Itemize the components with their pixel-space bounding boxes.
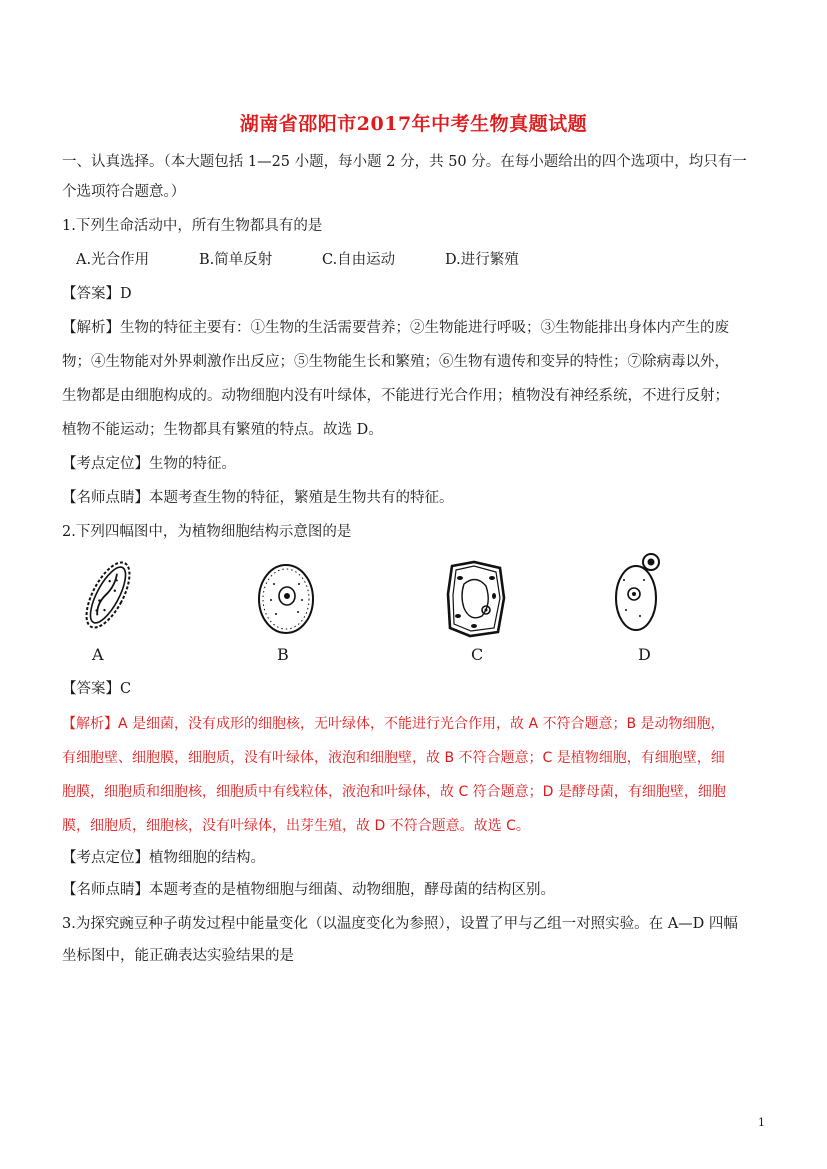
page-number: 1 — [758, 1116, 765, 1129]
q1-option-d: D.进行繁殖 — [445, 252, 519, 268]
figure-label-a: A — [92, 645, 104, 664]
q2-knowledge-point: 【考点定位】植物细胞的结构。 — [62, 850, 265, 866]
figure-label-d: D — [638, 645, 651, 664]
q1-analysis-line1: 【解析】生物的特征主要有：①生物的生活需要营养；②生物能进行呼吸；③生物能排出身体内产生的废 — [62, 320, 729, 336]
section-instructions-line2: 个选项符合题意。） — [62, 184, 186, 200]
bacterium-figure — [76, 554, 140, 636]
q2-analysis-line3: 胞膜，细胞质和细胞核，细胞质中有线粒体，液泡和叶绿体，故 C 符合题意；D 是酵母菌，有细胞壁，细胞 — [62, 784, 726, 800]
q2-analysis-line1: 【解析】A 是细菌，没有成形的细胞核，无叶绿体，不能进行光合作用，故 A 不符合题意；B 是动物细胞， — [62, 716, 725, 732]
question-1-stem: 1.下列生命活动中，所有生物都具有的是 — [62, 218, 323, 234]
q1-option-a: A.光合作用 — [76, 252, 150, 268]
q1-teacher-comment: 【名师点睛】本题考查生物的特征，繁殖是生物共有的特征。 — [62, 490, 454, 506]
page-title: 湖南省邵阳市2017年中考生物真题试题 — [239, 113, 588, 135]
q1-analysis-line3: 生物都是由细胞构成的。动物细胞内没有叶绿体，不能进行光合作用；植物没有神经系统，不进行反射； — [62, 388, 729, 404]
q2-teacher-comment: 【名师点睛】本题考查的是植物细胞与细菌、动物细胞，酵母菌的结构区别。 — [62, 882, 555, 898]
question-2-stem: 2.下列四幅图中，为植物细胞结构示意图的是 — [62, 524, 352, 540]
q1-answer: 【答案】D — [62, 286, 132, 302]
figure-label-c: C — [471, 645, 484, 664]
q2-answer: 【答案】C — [62, 681, 132, 697]
q1-option-b: B.简单反射 — [199, 252, 273, 268]
plant-cell-figure — [444, 558, 508, 638]
q1-knowledge-point: 【考点定位】生物的特征。 — [62, 456, 236, 472]
q1-option-c: C.自由运动 — [322, 252, 396, 268]
q2-analysis-line4: 膜，细胞质，细胞核，没有叶绿体，出芽生殖，故 D 不符合题意。故选 C。 — [62, 818, 530, 834]
animal-cell-figure — [256, 562, 316, 636]
q1-analysis-line4: 植物不能运动；生物都具有繁殖的特点。故选 D。 — [62, 422, 383, 438]
section-instructions-line1: 一、认真选择。（本大题包括 1—25 小题，每小题 2 分，共 50 分。在每小题给出的四个选项中，均只有一 — [62, 154, 747, 170]
question-3-stem-line2: 坐标图中，能正确表达实验结果的是 — [62, 948, 294, 964]
figure-label-b: B — [277, 645, 289, 664]
q2-analysis-line2: 有细胞壁、细胞膜，细胞质，没有叶绿体，液泡和细胞壁，故 B 不符合题意；C 是植物细胞，有细胞壁，细 — [62, 750, 725, 766]
yeast-figure — [612, 550, 664, 636]
q1-analysis-line2: 物；④生物能对外界刺激作出反应；⑤生物能生长和繁殖；⑥生物有遗传和变异的特性；⑦除病毒以外， — [62, 354, 729, 370]
question-3-stem-line1: 3.为探究豌豆种子萌发过程中能量变化（以温度变化为参照），设置了甲与乙组一对照实验。在 A—D 四幅 — [62, 916, 738, 932]
